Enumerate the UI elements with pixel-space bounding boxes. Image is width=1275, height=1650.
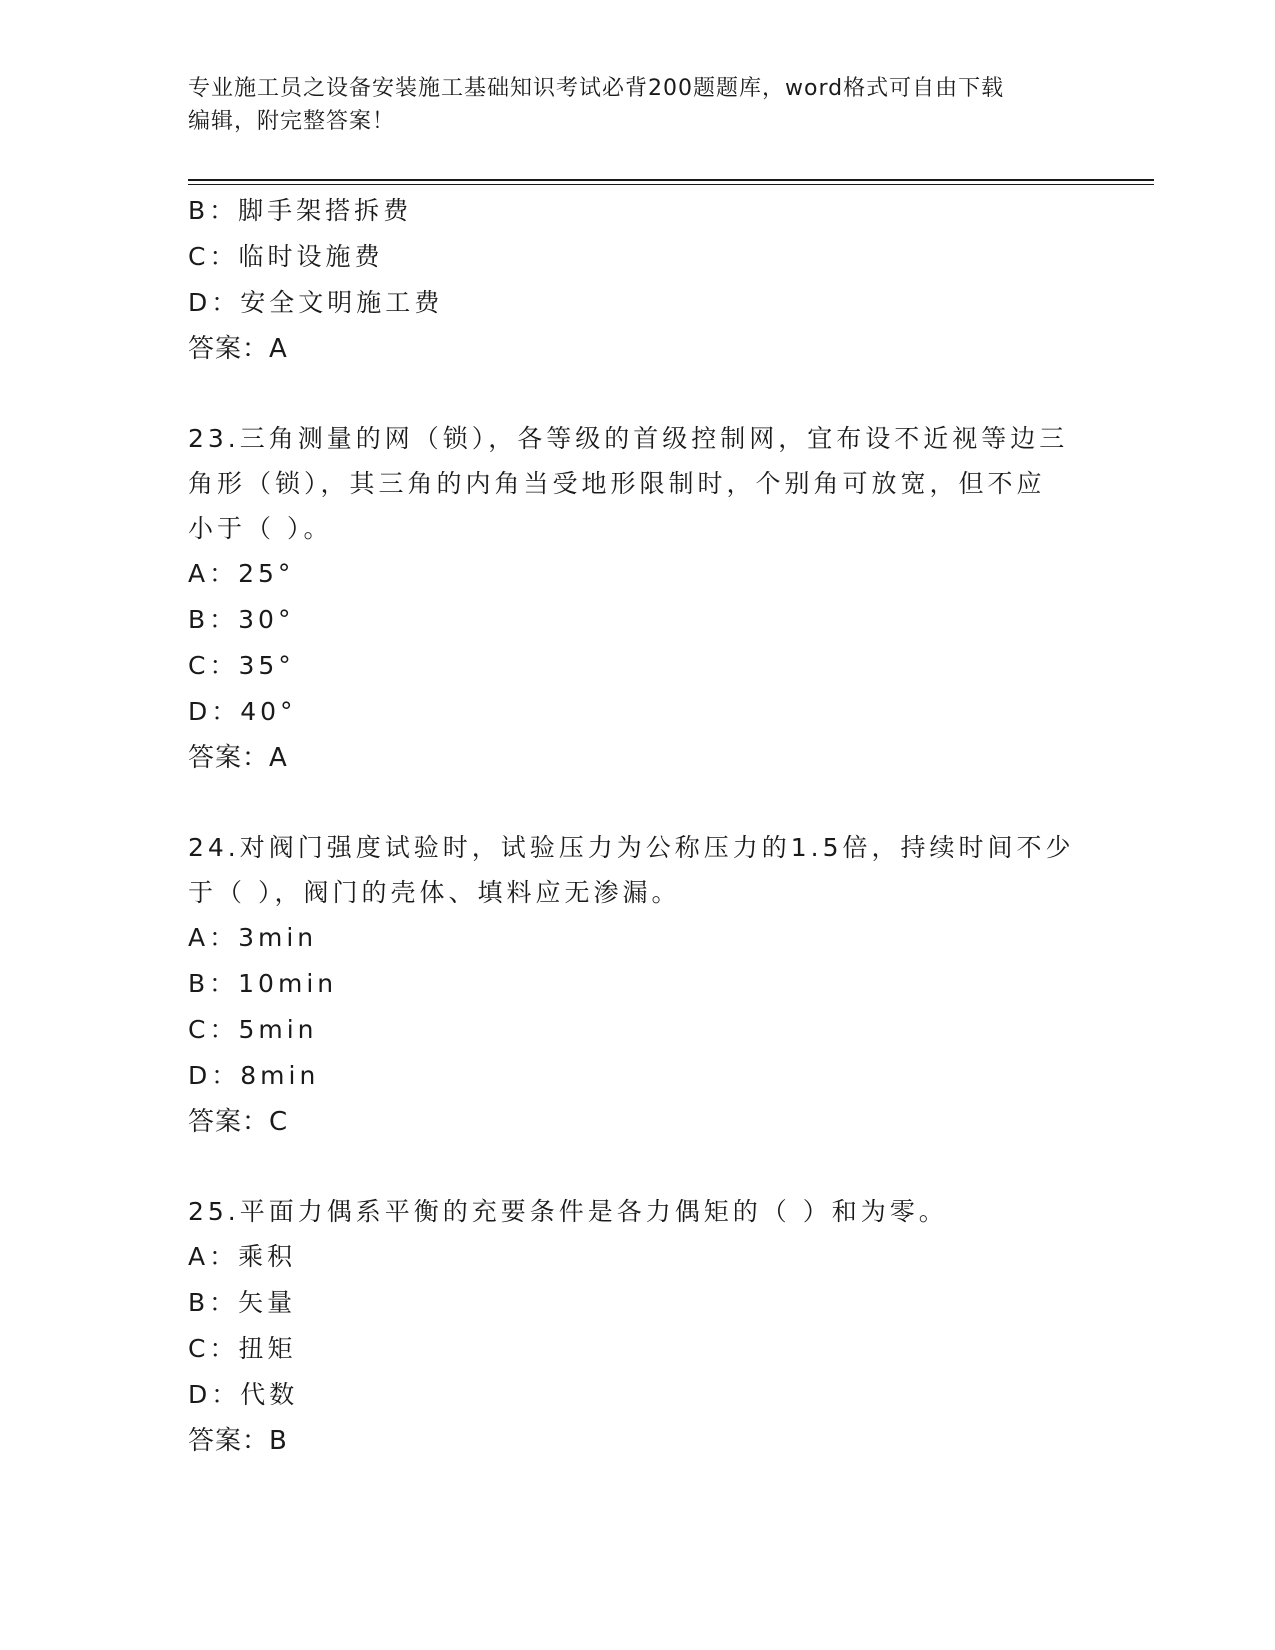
header-divider-thick [188,179,1154,181]
option-c: C：35° [188,651,295,680]
option-a: A：25° [188,559,295,588]
option-d: D：8min [188,1061,320,1090]
answer-line: 答案：A [188,743,288,773]
question-stem-line: 25.平面力偶系平衡的充要条件是各力偶矩的（ ）和为零。 [188,1197,948,1226]
question-stem-line: 24.对阀门强度试验时，试验压力为公称压力的1.5倍，持续时间不少 [188,833,1075,862]
question-23 [188,416,1088,781]
header-divider-thin [188,184,1154,185]
option-c: C：5min [188,1015,318,1044]
answer-line: 答案：B [188,1426,288,1456]
question-24 [188,825,1088,1145]
answer-line: 答案：C [188,1107,289,1137]
option-b: B：30° [188,605,295,634]
option-d: D：40° [188,697,297,726]
option-a: A：乘积 [188,1242,297,1271]
question-stem-line: 23.三角测量的网（锁），各等级的首级控制网，宜布设不近视等边三 [188,424,1069,453]
option-a: A：3min [188,923,318,952]
option-c: C：临时设施费 [188,242,384,271]
option-c: C：扭矩 [188,1334,297,1363]
header-line-2: 编辑，附完整答案！ [188,109,396,134]
option-b: B：脚手架搭拆费 [188,196,413,225]
option-b: B：10min [188,969,338,998]
question-22-continued [188,188,1088,372]
option-d: D：安全文明施工费 [188,288,444,317]
question-stem-line: 于（ ），阀门的壳体、填料应无渗漏。 [188,878,681,907]
document-header [188,72,1088,138]
question-stem-line: 角形（锁），其三角的内角当受地形限制时，个别角可放宽，但不应 [188,469,1046,498]
option-b: B：矢量 [188,1288,297,1317]
question-list [188,188,1088,1464]
answer-line: 答案：A [188,334,288,364]
header-line-1: 专业施工员之设备安装施工基础知识考试必背200题题库，word格式可自由下载 [188,76,1005,101]
option-d: D：代数 [188,1380,299,1409]
question-25 [188,1189,1088,1464]
question-stem-line: 小于（ ）。 [188,514,333,543]
